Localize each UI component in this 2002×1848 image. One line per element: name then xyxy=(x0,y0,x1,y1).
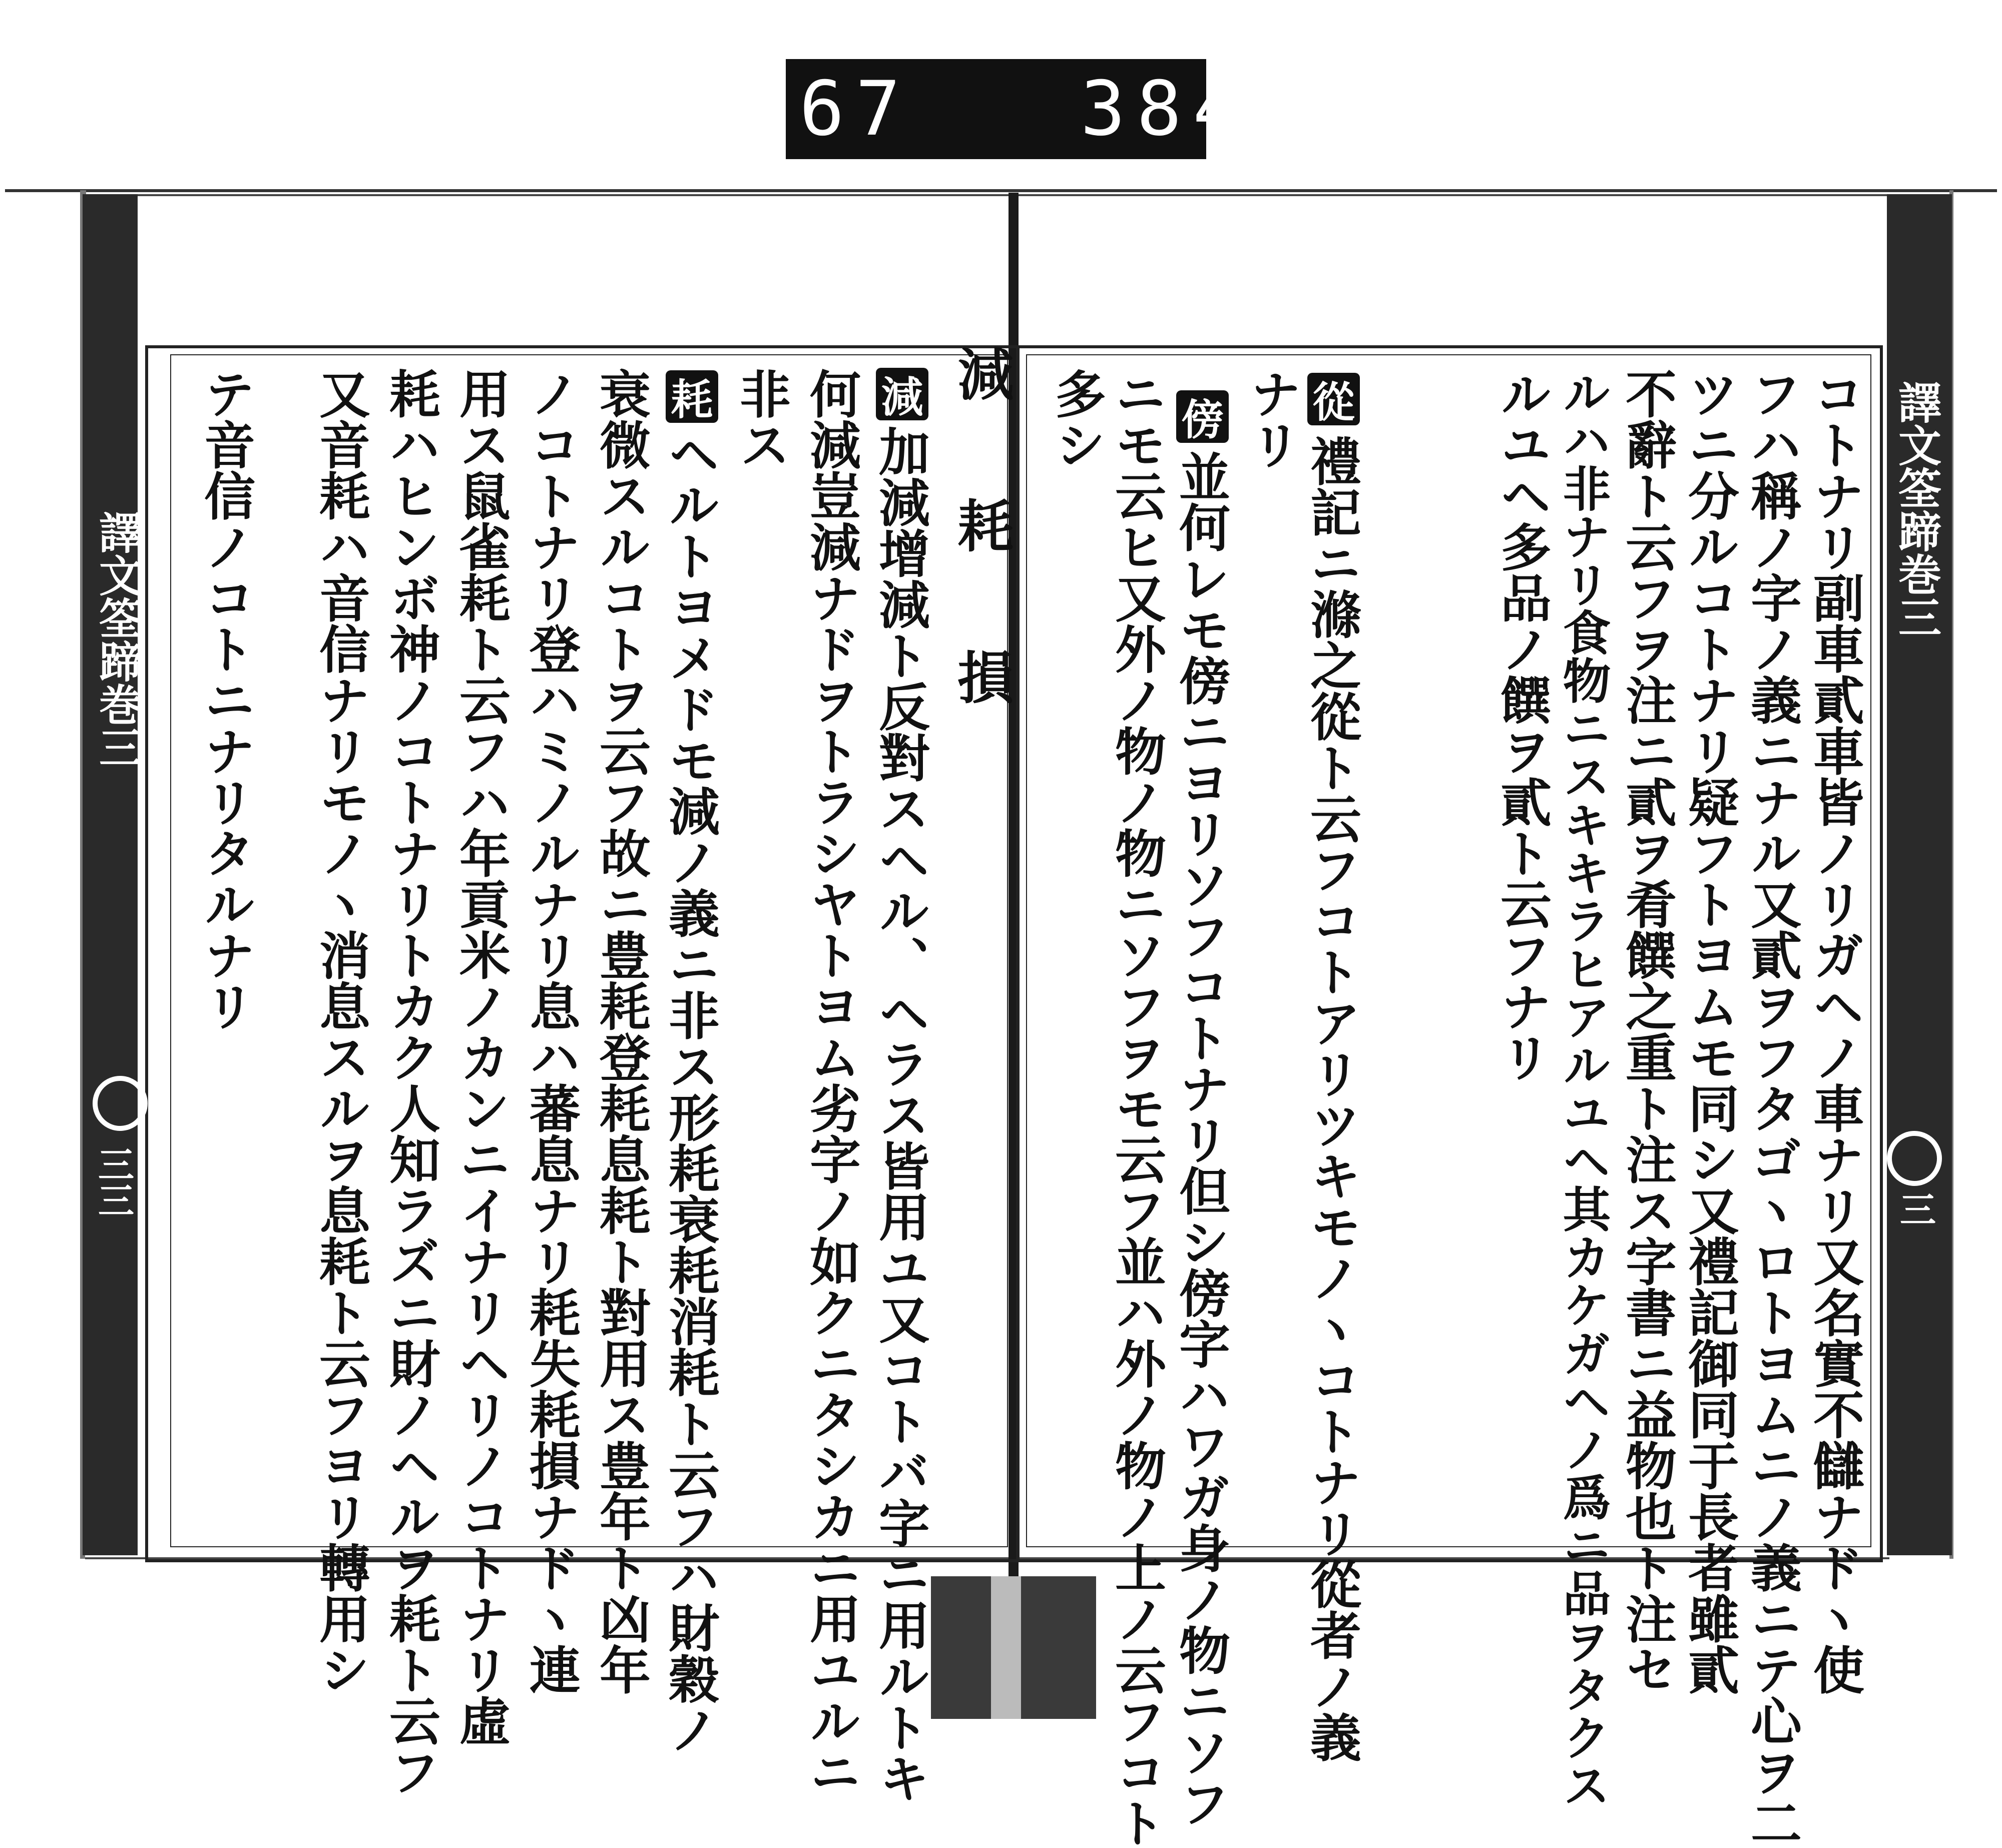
left-col-8: 耗ハヒンボ神ノコトナリトカク人知ラズニ財ノヘルヲ耗ト云フ xyxy=(381,368,441,1797)
left-folio: 三三 xyxy=(92,1146,135,1218)
left-col-1: 加減增減ト反對スヘル、ヘラス皆用ユ又コトバ字ニ用ルトキ xyxy=(870,425,930,1803)
left-page-edge xyxy=(83,194,142,1555)
entry-title: 減 耗 損 xyxy=(948,345,1014,720)
left-margin-title: 譯文筌蹄巻三 xyxy=(92,510,142,769)
right-col-9: 並何レモ傍ニヨリソフコトナリ但シ傍字ハワガ身ノ物ニソフ xyxy=(1171,450,1231,1828)
right-margin-circle-icon xyxy=(1887,1131,1942,1186)
book-spine xyxy=(931,1576,1096,1719)
head-mark-cong: 從 xyxy=(1307,373,1360,425)
right-col-3: ツニ分ルコトナリ疑フトヨムモ同シ又禮記御同于長者雖貳 xyxy=(1680,368,1740,1695)
right-col-6: ルユヘ多品ノ饌ヲ貳ト云フナリ xyxy=(1492,368,1552,1082)
right-col-4: 不辭ト云フヲ注ニ貳ヲ肴饌之重ト注ス字書ニ益物也ト注セ xyxy=(1617,368,1677,1695)
right-margin-title: 譯文筌蹄巻三 xyxy=(1891,380,1941,639)
left-margin-circle-icon xyxy=(93,1076,148,1131)
left-col-4: ヘルトヨメドモ減ノ義ニ非ス形耗衰耗消耗ト云フハ財穀ノ xyxy=(660,428,720,1755)
left-col-6: ノコトナリ登ハミノルナリ息ハ蕃息ナリ耗失耗損ナドヽ連 xyxy=(521,368,581,1695)
left-col-5: 衰微スルコトヲ云フ故ニ豊耗登耗息耗ト對用ス豊年ト凶年 xyxy=(591,368,651,1695)
left-col-3: 非ス xyxy=(731,368,791,470)
call-number-right: 384 xyxy=(1080,66,1249,153)
page-top-rule xyxy=(5,189,1997,192)
call-number-label xyxy=(743,59,1249,159)
call-number-left: 567 xyxy=(743,66,912,153)
right-col-8: ナリ xyxy=(1242,368,1302,470)
right-folio: 三 xyxy=(1894,1191,1936,1227)
right-col-10: ニモ云ヒ又外ノ物ノ物ニソフヲモ云フ並ハ外ノ物ノ上ノ云フコト xyxy=(1107,368,1167,1848)
right-col-5: ルハ非ナリ食物ニスキキラヒアルユヘ其カケガヘノ爲ニ品ヲタクス xyxy=(1555,368,1612,1809)
head-mark-hao: 耗 xyxy=(666,370,718,423)
right-col-1: コトナリ副車貳車皆ノリガヘノ車ナリ又名實不讎ナドヽ使 xyxy=(1805,368,1865,1695)
right-col-2: フハ稱ノ字ノ義ニナル又貳ヲフタゴヽロトヨムニノ義ニテ心ヲ二 xyxy=(1742,368,1802,1848)
left-col-9: 又音耗ハ音信ナリモノヽ消息スルヲ息耗ト云フヨリ轉用シ xyxy=(311,368,371,1695)
head-mark-jian: 減 xyxy=(876,368,928,420)
left-col-10: テ音信ノコトニナリタルナリ xyxy=(196,368,256,1031)
right-col-7: 禮記ニ滌之從ト云フコトアリツキモノヽコトナリ從者ノ義 xyxy=(1302,435,1362,1762)
head-mark-bang: 傍 xyxy=(1176,390,1229,443)
left-col-7: 用ス鼠雀耗ト云フハ年貢米ノカンニイナリヘリノコトナリ虛 xyxy=(451,368,511,1746)
left-col-2: 何減豈減ナドヲトラシヤトヨム劣字ノ如クニタシカニ用ユルニ xyxy=(801,368,861,1797)
right-col-11: 多シ xyxy=(1047,368,1107,470)
